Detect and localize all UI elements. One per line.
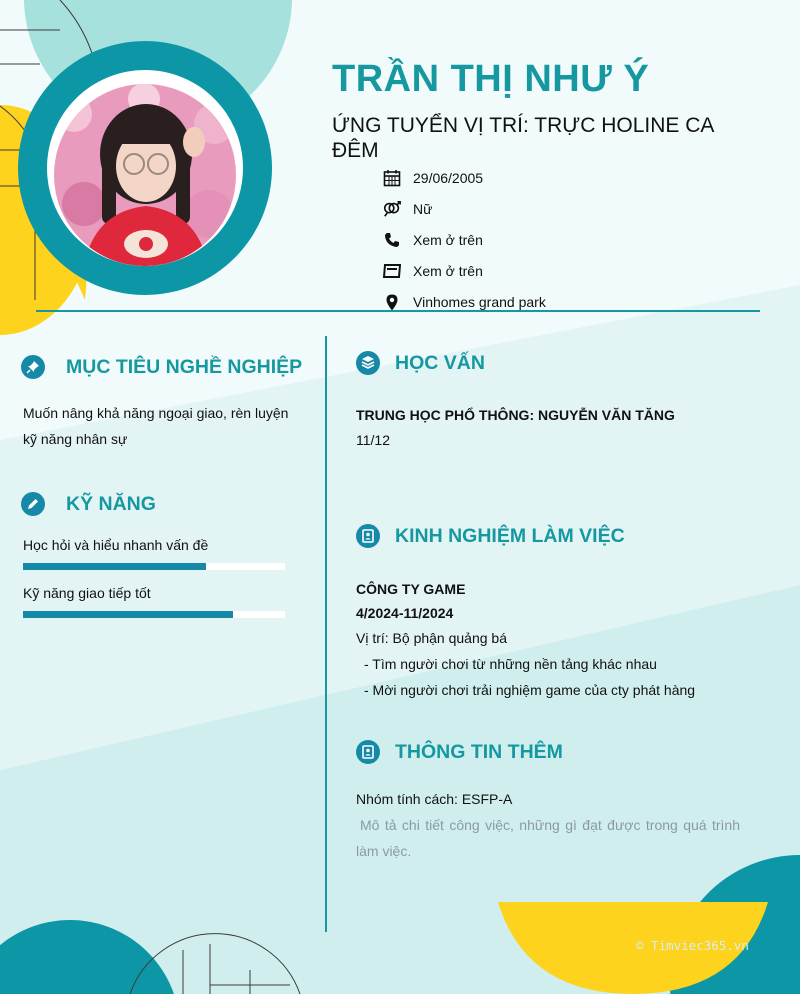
experience-bullet: - Mời người chơi trải nghiệm game của cty phát hàng (364, 682, 696, 698)
education-detail: 11/12 (356, 432, 390, 448)
experience-period: 4/2024-11/2024 (356, 605, 454, 621)
calendar-icon (382, 168, 402, 188)
email-icon (382, 261, 402, 281)
extra-placeholder-text: Mô tả chi tiết công việc, những gì đạt được trong quá trình làm việc. (356, 817, 740, 859)
pin-icon (21, 355, 45, 379)
layers-icon (356, 351, 380, 375)
address-text: Vinhomes grand park (413, 294, 546, 310)
skill-bar (23, 563, 285, 570)
phone-text: Xem ở trên (413, 232, 483, 248)
info-row-gender (382, 198, 432, 220)
pencil-icon (21, 492, 45, 516)
education-section-header (356, 351, 485, 375)
experience-bullet: - Tìm người chơi từ những nền tảng khác nhau (364, 656, 657, 672)
info-row-birthdate (382, 167, 483, 189)
objective-text: Muốn nâng khả năng ngoại giao, rèn luyện kỹ năng nhân sự (23, 405, 289, 447)
extra-section-header (356, 740, 563, 764)
extra-title: THÔNG TIN THÊM (395, 740, 563, 763)
skill-bar (23, 611, 285, 618)
info-row-email (382, 260, 483, 282)
experience-title: KINH NGHIỆM LÀM VIỆC (395, 524, 625, 547)
objective-section-header (21, 355, 302, 379)
info-row-address (382, 291, 546, 313)
avatar (54, 84, 236, 266)
gender-text: Nữ (413, 201, 433, 217)
skill-label: Kỹ năng giao tiếp tốt (23, 585, 151, 601)
id-card-icon (356, 740, 380, 764)
gender-icon (382, 199, 402, 219)
birthdate-text: 29/06/2005 (413, 170, 484, 186)
education-title: HỌC VẤN (395, 351, 485, 374)
education-school: TRUNG HỌC PHỔ THÔNG: NGUYỄN VĂN TĂNG (356, 407, 675, 423)
skill-label: Học hỏi và hiểu nhanh vấn đề (23, 537, 209, 553)
watermark: © Timviec365.vn (636, 938, 749, 953)
skill-bar-fill (23, 611, 233, 618)
id-card-icon (356, 524, 380, 548)
applied-position: ỨNG TUYỂN VỊ TRÍ: TRỰC HOLINE CA ĐÊM (332, 114, 714, 162)
email-text: Xem ở trên (413, 263, 483, 279)
objective-title: MỤC TIÊU NGHỀ NGHIỆP (66, 355, 303, 378)
info-row-phone (382, 229, 483, 251)
skills-section-header (21, 492, 156, 516)
extra-personality: Nhóm tính cách: ESFP-A (356, 791, 513, 807)
location-pin-icon (382, 292, 402, 312)
skills-title: KỸ NĂNG (66, 492, 156, 515)
phone-icon (382, 230, 402, 250)
experience-role: Vị trí: Bộ phận quảng bá (356, 630, 507, 646)
experience-company: CÔNG TY GAME (356, 581, 466, 597)
skill-bar-fill (23, 563, 206, 570)
experience-section-header (356, 524, 625, 548)
candidate-name: TRẦN THỊ NHƯ Ý (332, 58, 650, 100)
